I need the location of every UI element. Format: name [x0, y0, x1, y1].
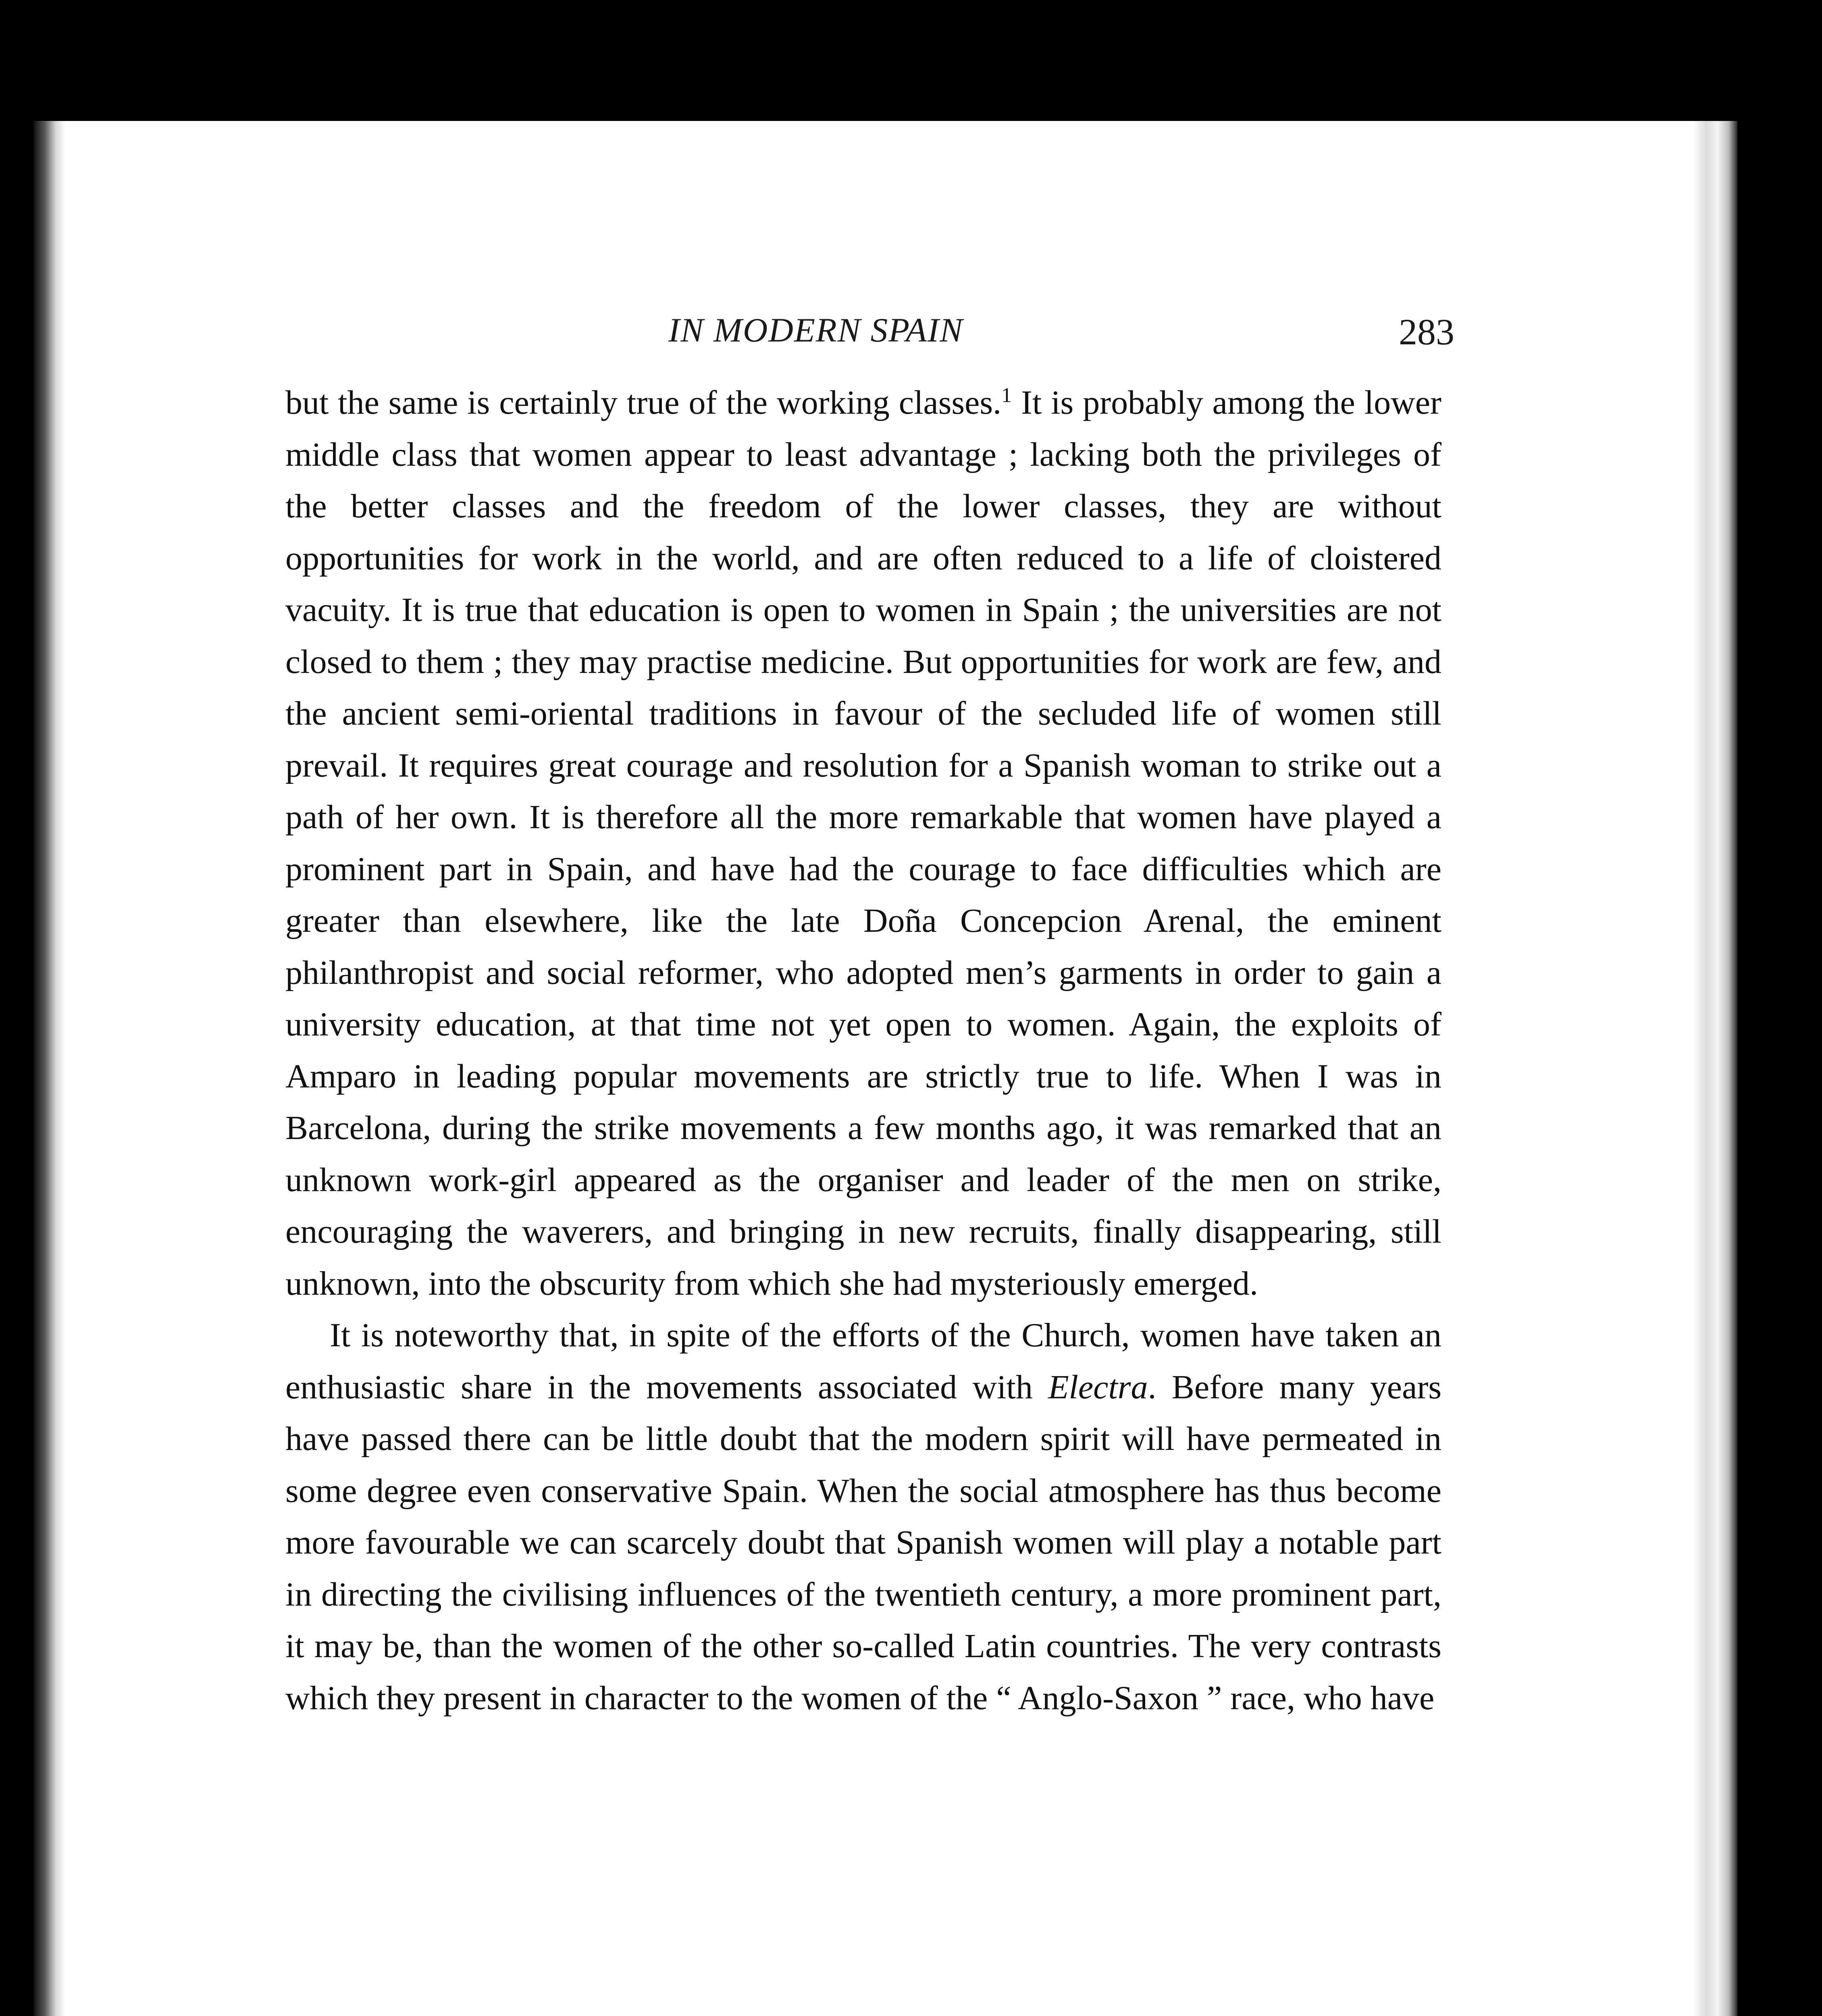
paragraph-1-text-a: but the same is certainly true of the working classes. — [285, 384, 1002, 421]
paragraph-1 — [285, 377, 1441, 1310]
paragraph-2-text-b: . Before many years have passed there can be little doubt that the modern spirit will have permeated in some degree even conservative Spain. When the social atmosphere has thus become more favourable we can scarcely doubt that Spanish women will play a notable part in directing the civilising influences of the twentieth century, a more prominent part, it may be, than the women of the other so-called Latin countries. The very contrasts which they present in character to the women of the “ Anglo-Saxon ” race, who have — [285, 1368, 1442, 1717]
paragraph-2 — [285, 1310, 1441, 1724]
paragraph-1-text-b: It is probably among the lower middle class that women appear to least advantage ; lacking both the privileges of the better classes and the freedom of the lower classes, they are without opportunities for work in the world, and are often reduced to a life of cloistered vacuity. It is true that education is open to women in Spain ; the universities are not closed to them ; they may practise medicine. But opportunities for work are few, and the ancient semi-oriental traditions in favour of the secluded life of women still prevail. It requires great courage and resolution for a Spanish woman to strike out a path of her own. It is therefore all the more remarkable that women have played a prominent part in Spain, and have had the courage to face difficulties which are greater than elsewhere, like the late Doña Concepcion Arenal, the eminent philanthropist and social reformer, who adopted men’s garments in order to gain a university education, at that time not yet open to women. Again, the exploits of Amparo in leading popular movements are strictly true to life. When I was in Barcelona, during the strike movements a few months ago, it was remarked that an unknown work-girl appeared as the organiser and leader of the men on strike, encouraging the waverers, and bringing in new recruits, finally disappearing, still unknown, into the obscurity from which she had mysteriously emerged. — [285, 384, 1441, 1302]
body-text — [285, 377, 1441, 1724]
page-binding-shadow — [34, 121, 65, 2016]
paragraph-2-text-a: It is noteworthy that, in spite of the efforts of the Church, women have taken an enthusiastic share in the movements associated with — [285, 1316, 1441, 1406]
running-title: IN MODERN SPAIN — [668, 311, 963, 349]
footnote-reference: 1 — [1001, 384, 1012, 407]
page-edge-shadow — [1693, 121, 1737, 2016]
running-header — [285, 310, 1454, 355]
page-number: 283 — [1399, 311, 1454, 352]
italic-title-electra: Electra — [1048, 1368, 1148, 1406]
